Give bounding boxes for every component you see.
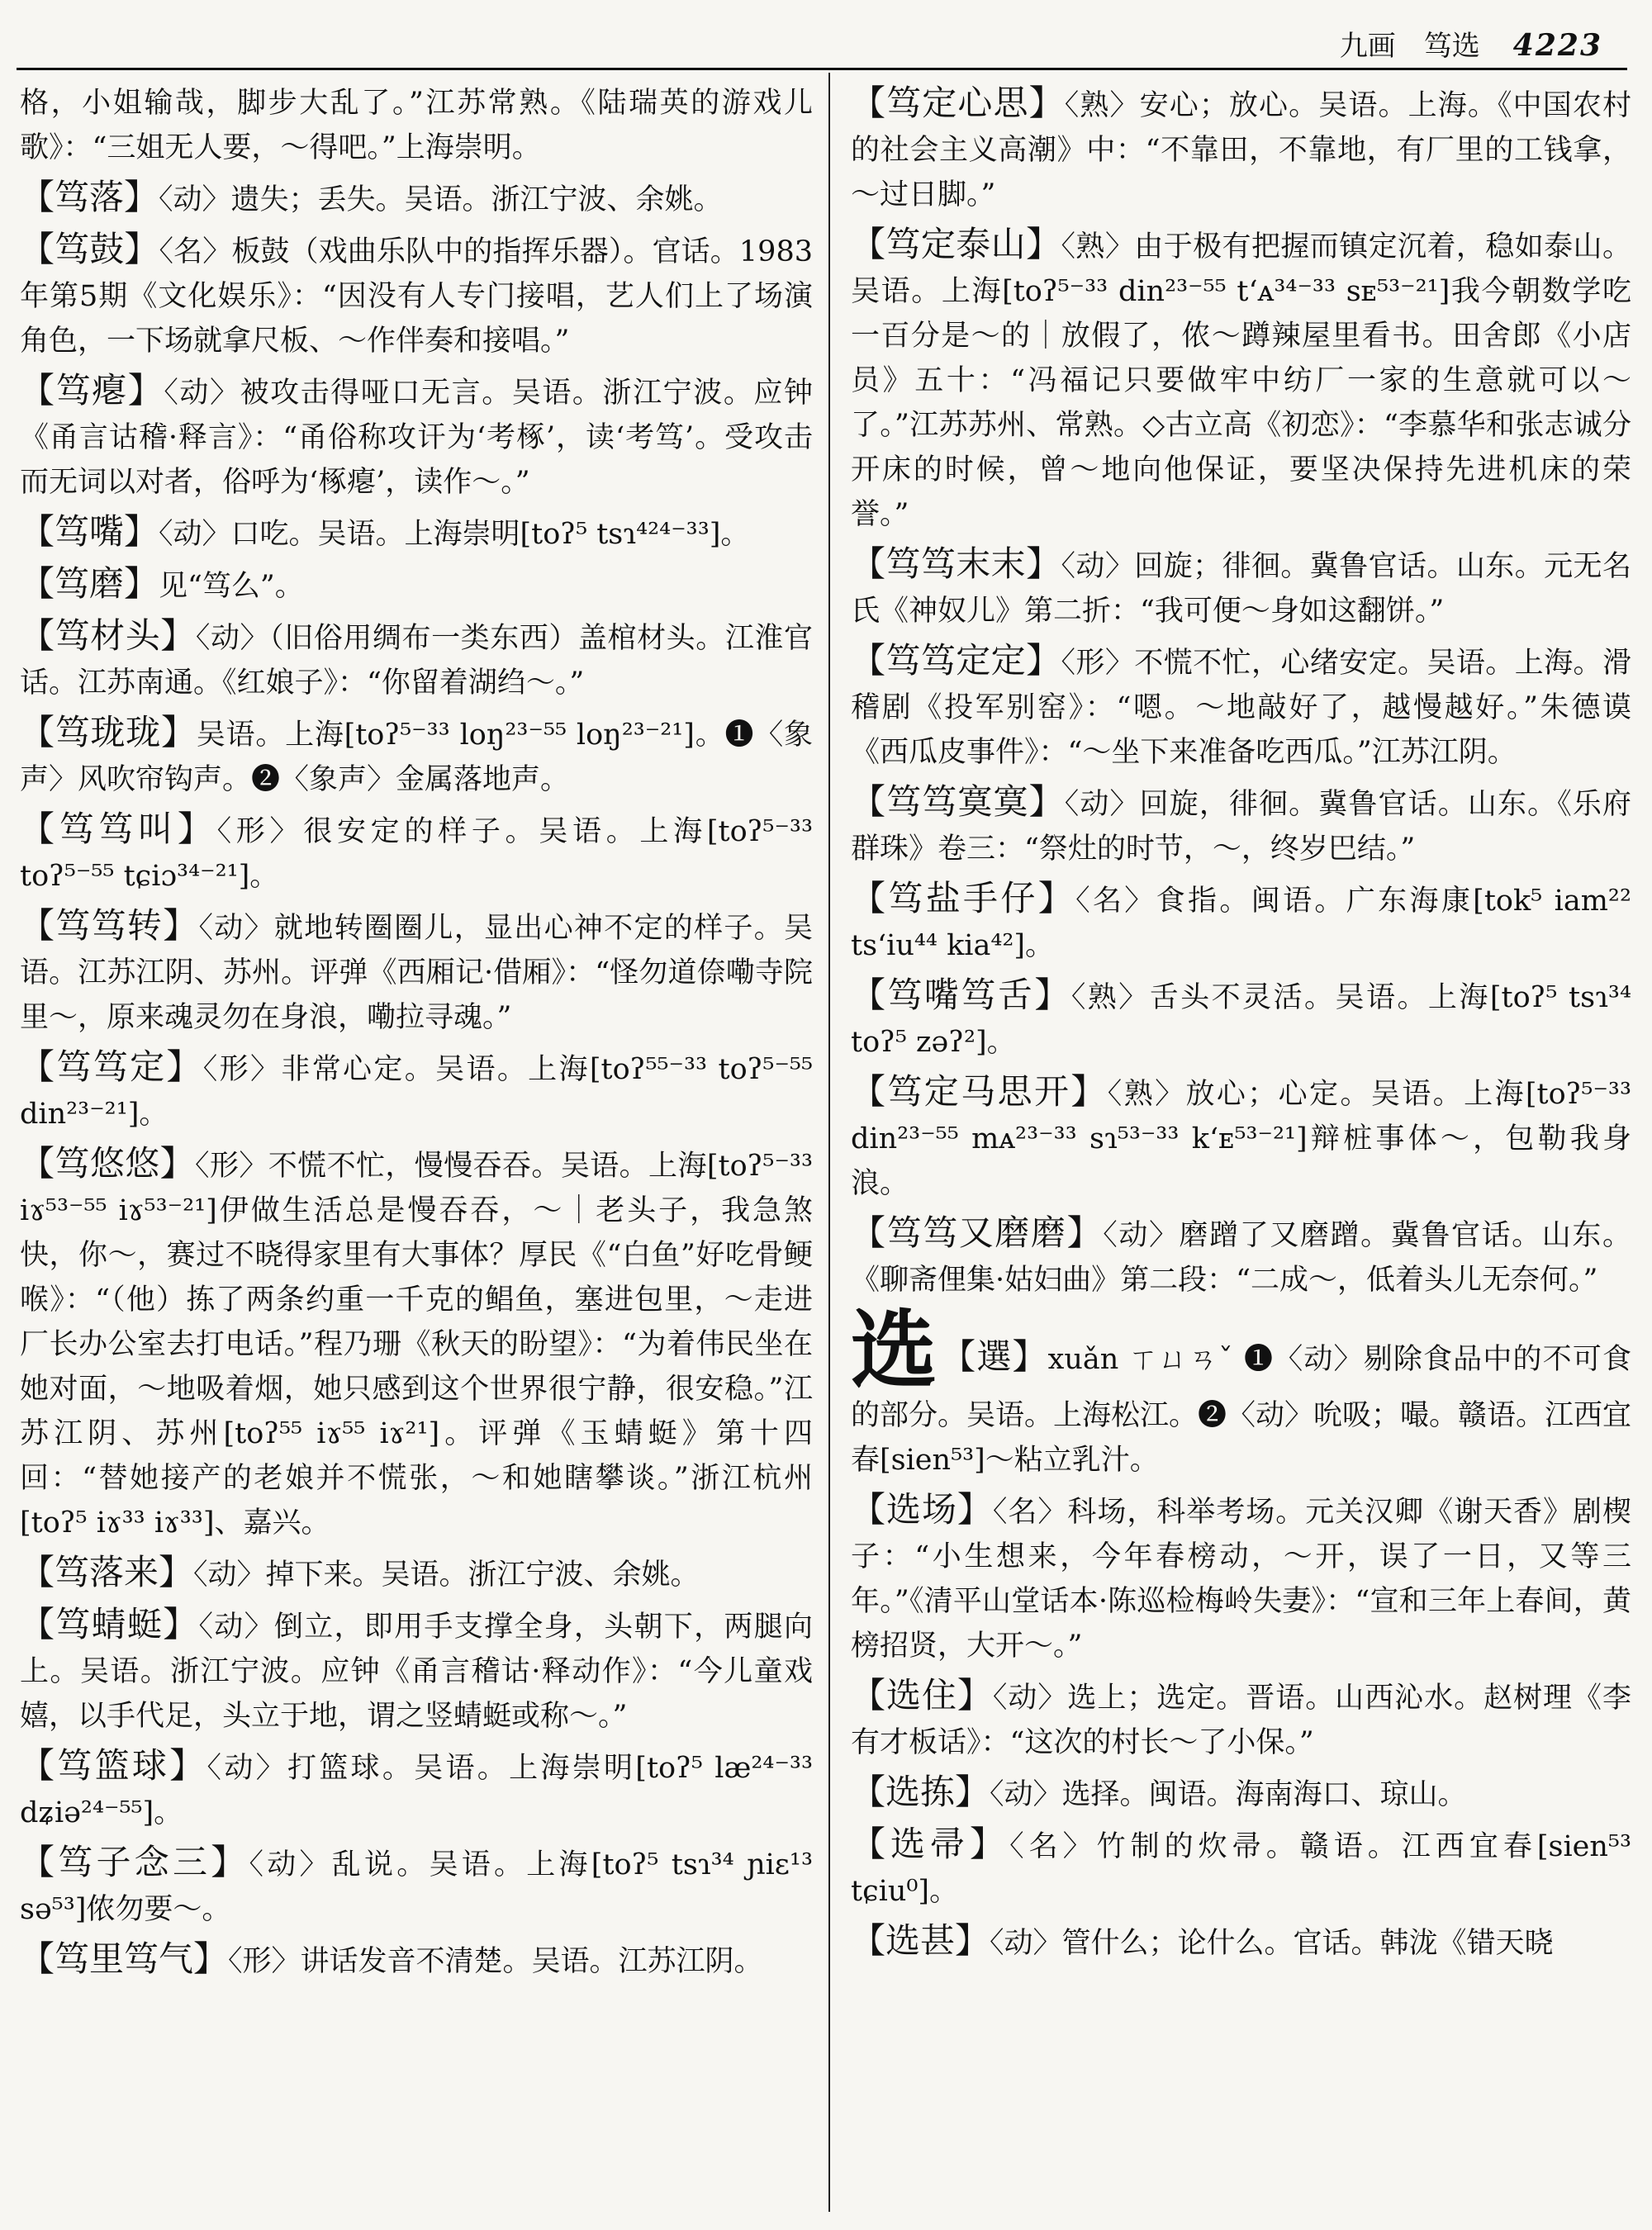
dictionary-entry <box>851 222 1631 537</box>
entry-headword: 【笃笃又磨磨】 <box>851 1212 1104 1253</box>
column-divider <box>828 73 830 2212</box>
entry-definition: 〈动〉就地转圈圈儿，显出心神不定的样子。吴语。江苏江阴、苏州。评弹《西厢记·借厢》：“怪勿道倷嘞寺院里～，原来魂灵勿在身浪，嘞拉寻魂。” <box>20 912 813 1034</box>
entry-definition: 〈动〉遗失；丢失。吴语。浙江宁波、余姚。 <box>159 183 723 216</box>
entry-headword: 【笃里笃气】 <box>20 1938 229 1979</box>
entry-headword: 【笃嘴】 <box>20 511 159 552</box>
entry-headword: 【选拣】 <box>851 1772 990 1812</box>
dictionary-entry <box>20 81 813 170</box>
dictionary-entry <box>851 1822 1631 1914</box>
dictionary-entry <box>20 175 813 222</box>
entry-definition: 〈名〉竹制的炊帚。赣语。江西宜春[sien⁵³ tɕiu⁰]。 <box>851 1830 1631 1908</box>
page-number: 4223 <box>1512 28 1602 63</box>
dictionary-entry <box>20 368 813 505</box>
entry-definition: 〈动〉回旋，徘徊。冀鲁官话。山东。《乐府群珠》卷三：“祭灶的时节，～，终岁巴结。” <box>851 788 1631 866</box>
entry-headword: 【笃笃定】 <box>20 1046 203 1087</box>
dictionary-entry <box>851 1211 1631 1302</box>
entry-headword: 【笃悠悠】 <box>20 1143 196 1184</box>
entry-headword: 【笃笃定定】 <box>851 640 1061 681</box>
entry-definition: 〈形〉非常心定。吴语。上海[toʔ⁵⁵⁻³³ toʔ⁵⁻⁵⁵ din²³⁻²¹]。 <box>20 1053 813 1131</box>
dictionary-entry <box>851 1487 1631 1668</box>
entry-headword: 【笃嘴笃舌】 <box>851 975 1071 1015</box>
dictionary-entry <box>20 510 813 557</box>
dictionary-entry <box>20 904 813 1040</box>
dictionary-entry <box>20 807 813 899</box>
page-header <box>1340 23 1602 64</box>
entry-headword: 【笃笃叫】 <box>20 809 217 849</box>
entry-definition: 〈名〉食指。闽语。广东海康[tok⁵ iam²² tsʻiu⁴⁴ kia⁴²]。 <box>851 885 1631 962</box>
entry-headword: 【笃珑珑】 <box>20 712 197 752</box>
dictionary-entry <box>20 562 813 609</box>
dictionary-entry <box>851 780 1631 871</box>
entry-headword: 【選】 <box>941 1336 1048 1377</box>
entry-headword: 【笃盐手仔】 <box>851 878 1076 918</box>
entry-headword: 【选住】 <box>851 1675 993 1715</box>
entry-headword: 【笃落】 <box>20 177 159 217</box>
section-title: 九画 笃选 <box>1339 30 1480 63</box>
entry-headword: 【选帚】 <box>851 1824 1010 1864</box>
dictionary-entry <box>851 876 1631 968</box>
dictionary-entry <box>20 227 813 363</box>
entry-headword: 【笃定泰山】 <box>851 224 1061 264</box>
entry-definition: 〈动〉（旧俗用绸布一类东西）盖棺材头。江淮官话。江苏南通。《红娘子》：“你留着湖绉～。” <box>20 622 813 700</box>
entry-definition: 〈动〉磨蹭了又磨蹭。冀鲁官话。山东。《聊斋俚集·姑妇曲》第二段：“二成～，低着头儿无奈何。” <box>851 1219 1631 1297</box>
entry-headword: 【笃笃寞寞】 <box>851 781 1065 822</box>
entry-definition: 〈熟〉安心；放心。吴语。上海。《中国农村的社会主义高潮》中：“不靠田，不靠地，有厂里的工钱拿，～过日脚。” <box>851 89 1631 211</box>
entry-headword: 【笃篮球】 <box>20 1745 207 1786</box>
dictionary-entry <box>20 1840 813 1932</box>
entry-definition: 见“笃么”。 <box>159 570 304 603</box>
entry-definition: xuǎn ㄒㄩㄢˇ ❶〈动〉剔除食品中的不可食的部分。吴语。上海松江。❷〈动〉吮吸；嘬。赣语。江西宜春[sien⁵³]～粘立乳汁。 <box>851 1343 1632 1477</box>
entry-headword: 【笃定心思】 <box>851 83 1065 123</box>
entry-headword: 【笃蜻蜓】 <box>20 1604 199 1644</box>
entry-definition: 〈动〉倒立，即用手支撑全身，头朝下，两腿向上。吴语。浙江宁波。应钟《甬言稽诂·释动作》：“今儿童戏嬉，以手代足，头立于地，谓之竖蜻蜓或称～。” <box>20 1611 813 1733</box>
dictionary-entry <box>20 1550 813 1597</box>
entry-definition: 〈形〉不慌不忙，慢慢吞吞。吴语。上海[toʔ⁵⁻³³ iɤ⁵³⁻⁵⁵ iɤ⁵³⁻²¹]伊做生活总是慢吞吞，～｜老头子，我急煞快，你～，赛过不晓得家里有大事体？厚民《“白鱼”好吃骨鲠喉》：“（他）拣了两条约重一千克的鲳鱼，塞进包里，～走进厂长办公室去打电话。”程乃珊《秋天的盼望》：“为着伟民坐在她对面，～地吸着烟，她只感到这个世界很宁静，很安稳。”江苏江阴、苏州[toʔ⁵⁵ iɤ⁵⁵ iɤ²¹]。评弹《玉蜻蜓》第十四回：“替她接产的老娘并不慌张，～和她瞎攀谈。”浙江杭州[toʔ⁵ iɤ³³ iɤ³³]、嘉兴。 <box>20 1150 813 1540</box>
dictionary-entry <box>20 1141 813 1545</box>
entry-definition: 〈形〉不慌不忙，心绪安定。吴语。上海。滑稽剧《投军别窑》：“嗯。～地敲好了，越慢越好。”朱德谟《西瓜皮事件》：“～坐下来准备吃西瓜。”江苏江阴。 <box>851 647 1631 769</box>
entry-definition: 〈动〉管什么；论什么。官话。韩泷《错天晓 <box>990 1927 1554 1960</box>
entry-definition: 〈熟〉放心；心定。吴语。上海[toʔ⁵⁻³³ din²³⁻⁵⁵ mᴀ²³⁻³³ sɿ⁵³⁻³³ kʻᴇ⁵³⁻²¹]辩桩事体～，包勒我身浪。 <box>851 1078 1631 1200</box>
dictionary-entry <box>851 1770 1631 1817</box>
header-rule <box>17 68 1627 70</box>
dictionary-entry <box>851 81 1631 217</box>
head-character: 选 <box>851 1299 938 1401</box>
dictionary-entry <box>851 638 1631 775</box>
dictionary-entry <box>851 973 1631 1065</box>
entry-definition: 〈动〉选上；选定。晋语。山西沁水。赵树理《李有才板话》：“这次的村长～了小保。” <box>851 1682 1631 1759</box>
entry-definition: 〈名〉板鼓（戏曲乐队中的指挥乐器）。官话。1983年第5期《文化娱乐》：“因没有人专门接唱，艺人们上了场演角色，一下场就拿尺板、～作伴奏和接唱。” <box>20 235 813 358</box>
entry-definition: 〈形〉很安定的样子。吴语。上海[toʔ⁵⁻³³ toʔ⁵⁻⁵⁵ tɕiɔ³⁴⁻²¹]。 <box>20 815 813 893</box>
dictionary-entry <box>20 1937 813 1984</box>
entry-headword: 【笃瘪】 <box>20 370 164 410</box>
entry-headword: 【笃磨】 <box>20 563 159 604</box>
entry-definition: 〈动〉乱说。吴语。上海[toʔ⁵ tsɿ³⁴ ɲiɛ¹³ sə⁵³]侬勿要～。 <box>20 1848 813 1926</box>
entry-definition: 〈动〉口吃。吴语。上海崇明[toʔ⁵ tsɿ⁴²⁴⁻³³]。 <box>159 518 750 551</box>
right-column <box>851 81 1631 1971</box>
dictionary-entry <box>851 1070 1631 1206</box>
entry-definition: 〈动〉回旋；徘徊。冀鲁官话。山东。元无名氏《神奴儿》第二折：“我可便～身如这翻饼。” <box>851 550 1631 628</box>
dictionary-entry <box>20 710 813 802</box>
entry-definition: 〈熟〉舌头不灵活。吴语。上海[toʔ⁵ tsɿ³⁴ toʔ⁵ zəʔ²]。 <box>851 981 1631 1059</box>
entry-definition: 吴语。上海[toʔ⁵⁻³³ loŋ²³⁻⁵⁵ loŋ²³⁻²¹]。❶〈象声〉风吹帘钩声。❷〈象声〉金属落地声。 <box>20 719 813 796</box>
dictionary-entry <box>851 1919 1631 1966</box>
entry-definition: 〈动〉选择。闽语。海南海口、琼山。 <box>990 1778 1467 1811</box>
left-column <box>20 81 813 1989</box>
entry-definition: 〈动〉掉下来。吴语。浙江宁波、余姚。 <box>193 1559 700 1592</box>
entry-definition: 〈动〉被攻击得哑口无言。吴语。浙江宁波。应钟《甬言诂稽·释言》：“甬俗称攻讦为‘考椓’，读‘考笃’。受攻击而无词以对者，俗呼为‘椓瘪’，读作～。” <box>20 377 813 499</box>
entry-definition: 〈形〉讲话发音不清楚。吴语。江苏江阴。 <box>228 1945 763 1978</box>
entry-definition: 〈动〉打篮球。吴语。上海崇明[toʔ⁵ læ²⁴⁻³³ dʑiə²⁴⁻⁵⁵]。 <box>20 1752 813 1829</box>
entry-headword: 【选甚】 <box>851 1920 990 1961</box>
entry-headword: 【笃定马思开】 <box>851 1071 1108 1112</box>
dictionary-entry <box>851 1673 1631 1765</box>
entry-headword: 【笃子念三】 <box>20 1842 249 1882</box>
dictionary-entry <box>20 1045 813 1136</box>
entry-headword: 【笃材头】 <box>20 615 196 656</box>
dictionary-entry <box>851 542 1631 633</box>
dictionary-entry <box>851 1299 1632 1483</box>
entry-definition: 格，小姐输哉，脚步大乱了。”江苏常熟。《陆瑞英的游戏儿歌》：“三姐无人要，～得吧。”上海崇明。 <box>20 87 813 164</box>
entry-headword: 【笃鼓】 <box>20 229 159 269</box>
dictionary-entry <box>20 1744 813 1835</box>
entry-definition: 〈熟〉由于极有把握而镇定沉着，稳如泰山。吴语。上海[toʔ⁵⁻³³ din²³⁻⁵⁵ tʻᴀ³⁴⁻³³ sᴇ⁵³⁻²¹]我今朝数学吃一百分是～的｜放假了，侬～蹲辣屋里看书。田舍郎《小店员》五十：“冯福记只要做牢中纺厂一家的生意就可以～了。”江苏苏州、常熟。◇古立高《初恋》：“李慕华和张志诚分开床的时候，曾～地向他保证，要坚决保持先进机床的荣誉。” <box>851 230 1631 531</box>
dictionary-entry <box>20 614 813 705</box>
dictionary-entry <box>20 1602 813 1739</box>
entry-headword: 【笃笃末末】 <box>851 543 1061 584</box>
entry-headword: 【笃落来】 <box>20 1552 194 1592</box>
entry-definition: 〈名〉科场，科举考场。元关汉卿《谢天香》剧楔子：“小生想来，今年春榜动，～开，误了一日，又等三年。”《清平山堂话本·陈巡检梅岭失妻》：“宣和三年上春间，黄榜招贤，大开～。” <box>851 1496 1631 1663</box>
entry-headword: 【选场】 <box>851 1489 993 1530</box>
entry-headword: 【笃笃转】 <box>20 905 199 946</box>
